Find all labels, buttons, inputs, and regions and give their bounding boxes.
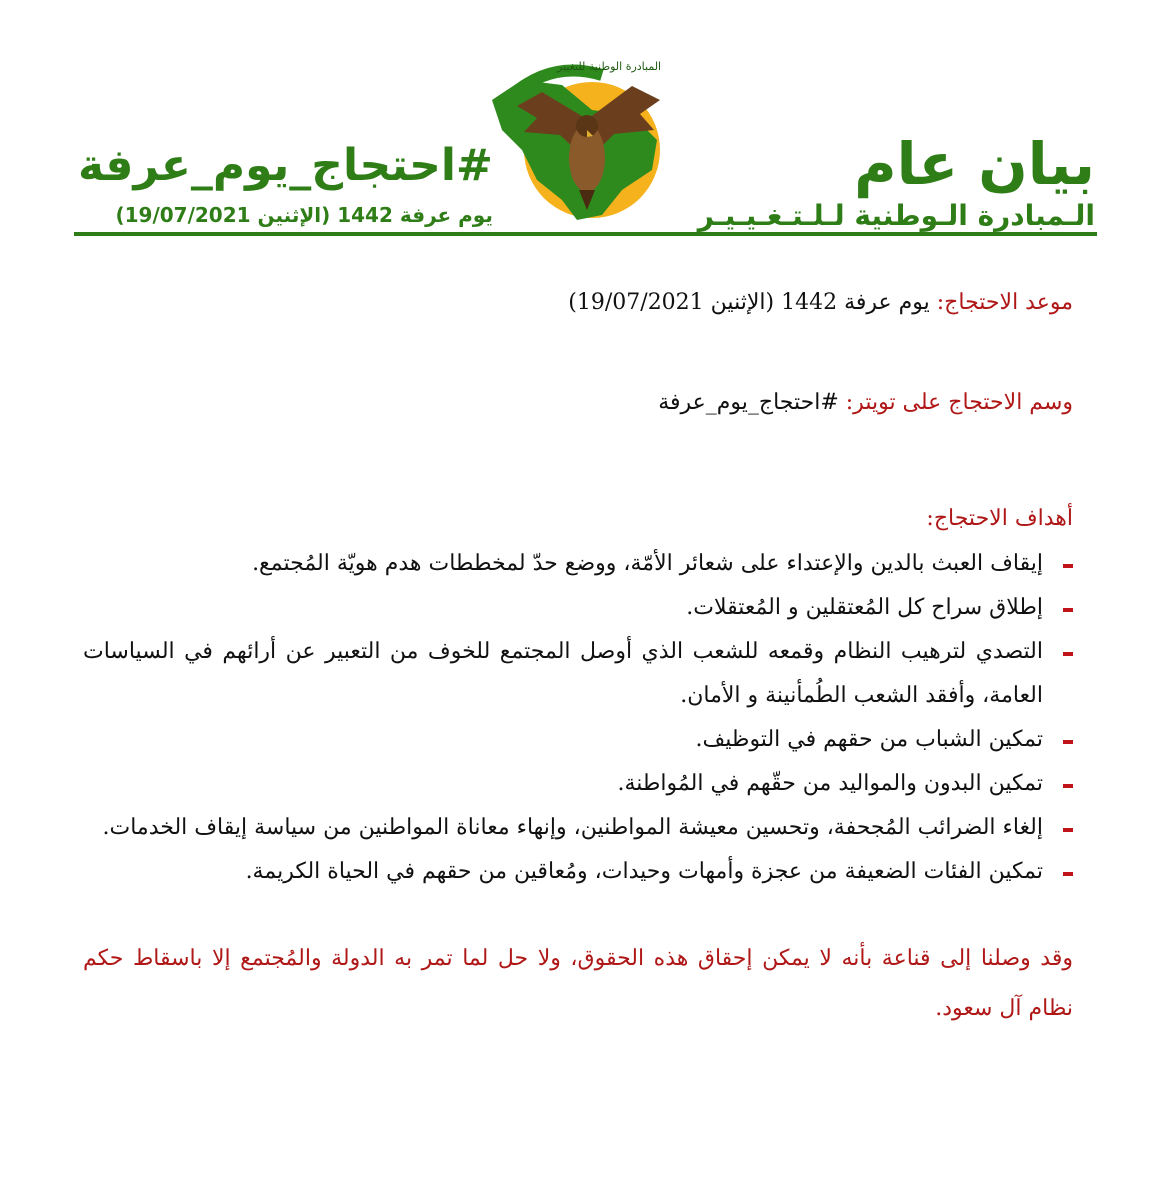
date-row xyxy=(83,284,1073,322)
organization-name: الـمبادرة الـوطنية لـلـتـغـيـيـر xyxy=(697,199,1095,232)
protest-date: يوم عرفة 1442 (الإثنين 19/07/2021) xyxy=(115,203,493,227)
initiative-logo xyxy=(482,40,688,240)
list-item: إيقاف العبث بالدين والإعتداء على شعائر الأمّة، ووضع حدّ لمخططات هدم هويّة المُجتمع. xyxy=(83,542,1073,586)
bullet-icon xyxy=(1063,564,1073,568)
hashtag-title: #احتجاج_يوم_عرفة xyxy=(78,140,493,191)
objectives-list xyxy=(83,542,1073,894)
list-item: التصدي لترهيب النظام وقمعه للشعب الذي أوصل المجتمع للخوف من التعبير عن أرائهم في السياسات العامة، وأفقد الشعب الطُمأنينة و الأمان. xyxy=(83,630,1073,718)
list-item: إلغاء الضرائب المُجحفة، وتحسين معيشة المواطنين، وإنهاء معاناة المواطنين من سياسة إيقاف الخدمات. xyxy=(83,806,1073,850)
list-item: تمكين الشباب من حقهم في التوظيف. xyxy=(83,718,1073,762)
closing-statement: وقد وصلنا إلى قناعة بأنه لا يمكن إحقاق هذه الحقوق، ولا حل لما تمر به الدولة والمُجتمع إلا باسقاط حكم نظام آل سعود. xyxy=(83,946,1073,1021)
bullet-icon xyxy=(1063,608,1073,612)
bullet-icon xyxy=(1063,828,1073,832)
list-item: تمكين الفئات الضعيفة من عجزة وأمهات وحيدات، ومُعاقين من حقهم في الحياة الكريمة. xyxy=(83,850,1073,894)
date-value: يوم عرفة 1442 (الإثنين 19/07/2021) xyxy=(568,290,930,315)
hashtag-label: وسم الاحتجاج على تويتر: xyxy=(845,390,1073,415)
list-item: إطلاق سراح كل المُعتقلين و المُعتقلات. xyxy=(83,586,1073,630)
header xyxy=(0,0,1165,240)
bullet-icon xyxy=(1063,740,1073,744)
page-title: بيان عام xyxy=(854,130,1095,198)
objectives-label: أهداف الاحتجاج: xyxy=(926,506,1073,531)
date-label: موعد الاحتجاج: xyxy=(936,290,1073,315)
statement-body xyxy=(83,284,1073,1034)
header-divider xyxy=(74,232,1097,236)
logo-arc-text: المبادرة الوطنية للتغيير xyxy=(557,60,662,73)
bullet-icon xyxy=(1063,652,1073,656)
bullet-icon xyxy=(1063,784,1073,788)
hashtag-value: #احتجاج_يوم_عرفة xyxy=(658,390,839,415)
list-item: تمكين البدون والمواليد من حقّهم في المُواطنة. xyxy=(83,762,1073,806)
title-block xyxy=(698,132,1095,234)
bullet-icon xyxy=(1063,872,1073,876)
hashtag-row xyxy=(83,384,1073,422)
hashtag-block xyxy=(78,140,493,230)
